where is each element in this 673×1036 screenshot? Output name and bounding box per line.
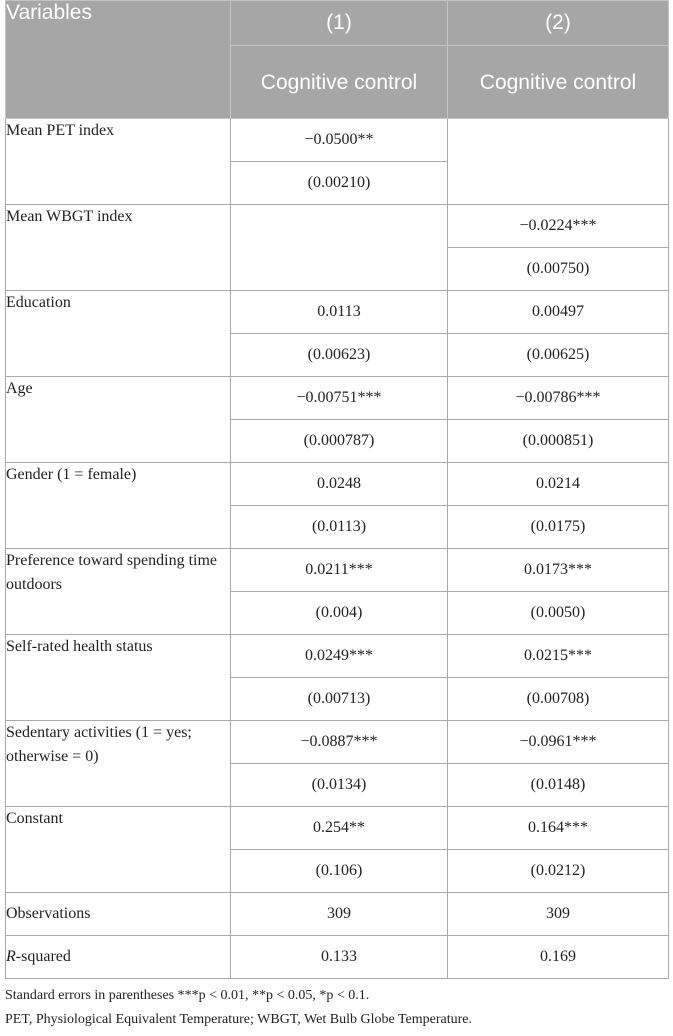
coefficient-cell: −0.0224*** [448,205,669,248]
coefficient-cell: 0.0214 [448,463,669,506]
std-error-cell: (0.00210) [231,162,448,205]
coefficient-cell: 0.00497 [448,291,669,334]
variable-label: Education [6,291,231,377]
r-squared-cell: 0.133 [231,936,448,979]
std-error-cell: (0.004) [231,592,448,635]
coefficient-cell: 0.0248 [231,463,448,506]
variables-header: Variables [6,1,231,119]
empty-cell [231,205,448,291]
column-number-1: (1) [231,1,448,46]
coefficient-cell: 0.0215*** [448,635,669,678]
coefficient-cell: 0.0173*** [448,549,669,592]
std-error-cell: (0.0113) [231,506,448,549]
coefficient-cell: 0.254** [231,807,448,850]
coefficient-cell: −0.00786*** [448,377,669,420]
table-row [6,807,669,850]
observations-cell: 309 [231,893,448,936]
std-error-cell: (0.00625) [448,334,669,377]
coefficient-cell: 0.0113 [231,291,448,334]
variable-label: Mean PET index [6,119,231,205]
r-squared-cell: 0.169 [448,936,669,979]
table-row [6,377,669,420]
coefficient-cell: −0.0887*** [231,721,448,764]
table-row [6,205,669,248]
table-row-r-squared [6,936,669,979]
table-row [6,549,669,592]
variable-label: Constant [6,807,231,893]
std-error-cell: (0.0175) [448,506,669,549]
std-error-cell: (0.0134) [231,764,448,807]
footnote-significance: Standard errors in parentheses ***p < 0.01, **p < 0.05, *p < 0.1. [5,988,370,1003]
r-squared-label [6,936,231,979]
column-number-2: (2) [448,1,669,46]
variable-label: Gender (1 = female) [6,463,231,549]
variable-label: Preference toward spending time outdoors [6,549,231,635]
table-row [6,635,669,678]
variable-label: Self-rated health status [6,635,231,721]
std-error-cell: (0.00750) [448,248,669,291]
coefficient-cell: −0.00751*** [231,377,448,420]
variable-label: Mean WBGT index [6,205,231,291]
std-error-cell: (0.0148) [448,764,669,807]
std-error-cell: (0.00623) [231,334,448,377]
coefficient-cell: 0.164*** [448,807,669,850]
coefficient-cell: 0.0211*** [231,549,448,592]
table-row [6,291,669,334]
table-row [6,119,669,162]
dependent-variable-2: Cognitive control [448,46,669,119]
regression-table [5,0,669,979]
dependent-variable-1: Cognitive control [231,46,448,119]
std-error-cell: (0.0212) [448,850,669,893]
table-row-observations [6,893,669,936]
std-error-cell: (0.00708) [448,678,669,721]
std-error-cell: (0.00713) [231,678,448,721]
std-error-cell: (0.0050) [448,592,669,635]
observations-label: Observations [6,893,231,936]
coefficient-cell: −0.0961*** [448,721,669,764]
std-error-cell: (0.000851) [448,420,669,463]
observations-cell: 309 [448,893,669,936]
empty-cell [448,119,669,205]
coefficient-cell: −0.0500** [231,119,448,162]
table-row [6,463,669,506]
variable-label: Sedentary activities (1 = yes; otherwise = 0) [6,721,231,807]
table-row [6,721,669,764]
r-squared-suffix: -squared [15,948,71,965]
std-error-cell: (0.106) [231,850,448,893]
coefficient-cell: 0.0249*** [231,635,448,678]
table-header [6,1,669,119]
r-symbol: R [6,948,16,965]
std-error-cell: (0.000787) [231,420,448,463]
table-body [6,119,669,979]
variable-label: Age [6,377,231,463]
footnote-abbreviations: PET, Physiological Equivalent Temperature; WBGT, Wet Bulb Globe Temperature. [5,1012,472,1027]
